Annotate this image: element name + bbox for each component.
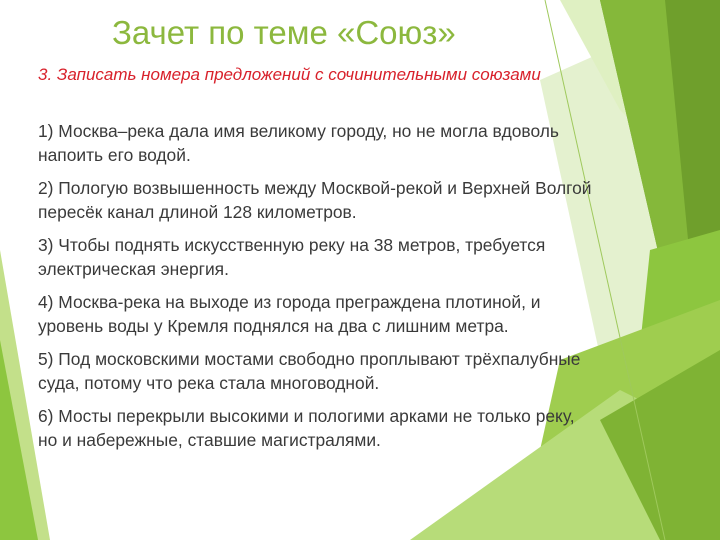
sentence-item-1: 1) Москва–река дала имя великому городу, но не могла вдоволь напоить его водой. <box>38 121 559 165</box>
sentence-item-2: 2) Пологую возвышенность между Москвой-рекой и Верхней Волгой пересёк канал длиной 128 километров. <box>38 178 592 222</box>
sentence-item-5: 5) Под московскими мостами свободно проплывают трёхпалубные суда, потому что река стала многоводной. <box>38 349 581 393</box>
sentence-list <box>38 119 598 461</box>
task-instruction: 3. Записать номера предложений с сочинительными союзами <box>38 65 541 84</box>
sentence-item-6: 6) Мосты перекрыли высокими и пологими арками не только реку, но и набережные, ставшие магистралями. <box>38 406 575 450</box>
slide-title: Зачет по теме «Союз» <box>112 14 456 51</box>
sentence-item-3: 3) Чтобы поднять искусственную реку на 38 метров, требуется электрическая энергия. <box>38 235 546 279</box>
sentence-item-4: 4) Москва-река на выходе из города преграждена плотиной, и уровень воды у Кремля поднялся на два с лишним метра. <box>38 292 541 336</box>
